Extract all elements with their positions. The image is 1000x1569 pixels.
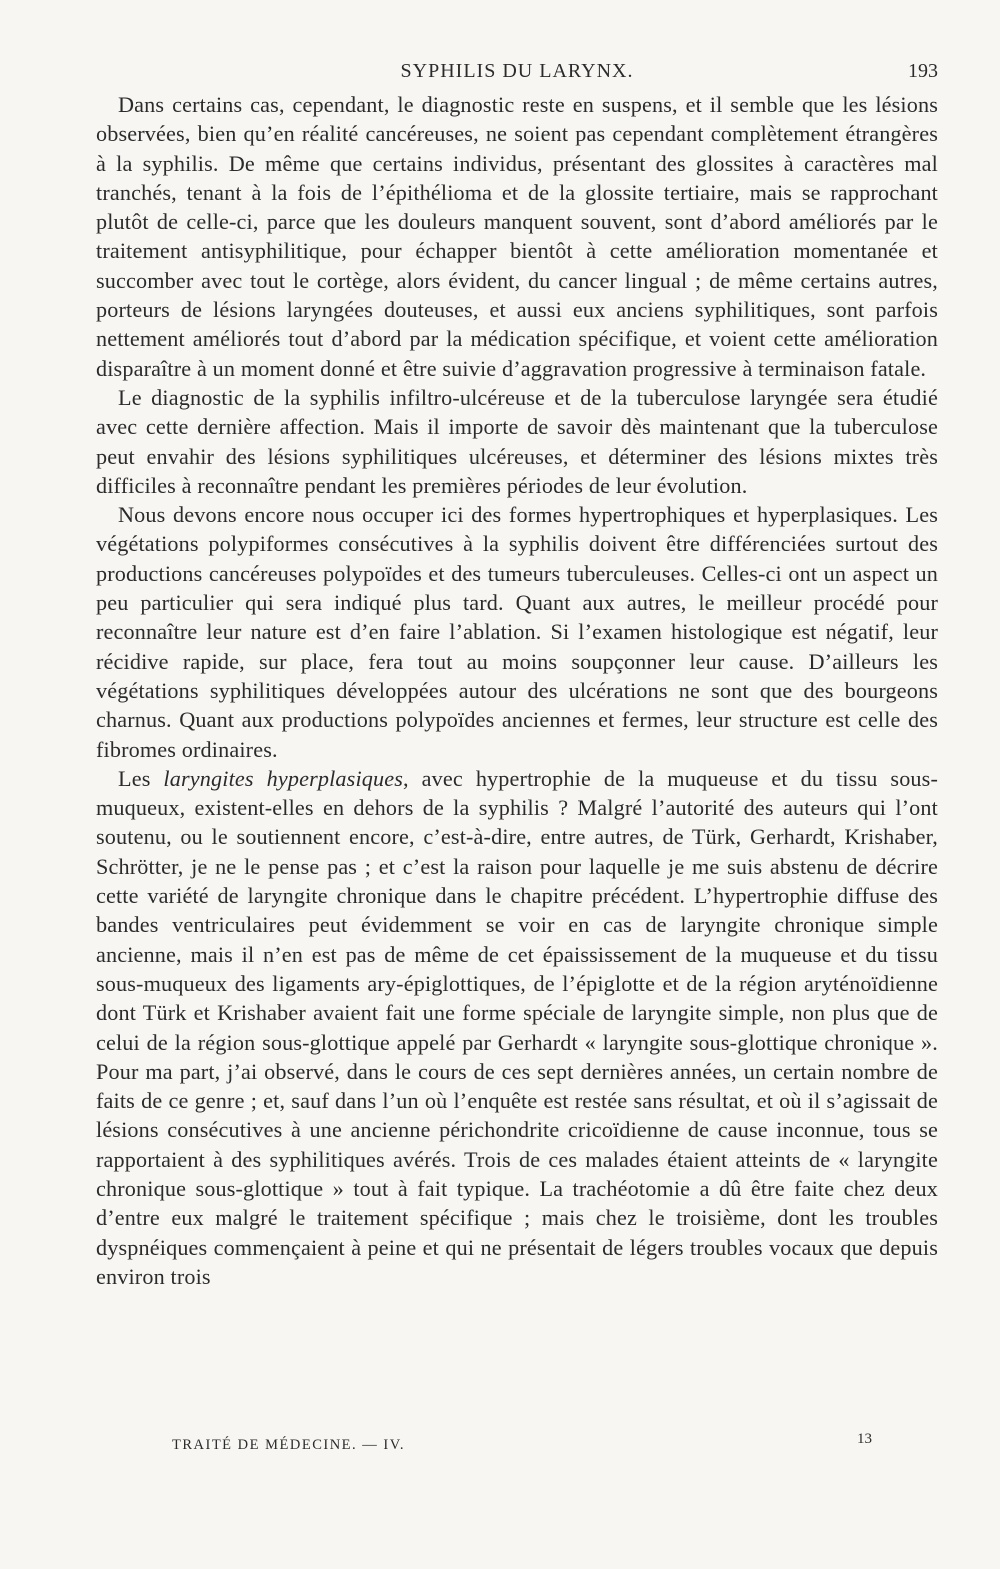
paragraph-1: Dans certains cas, cependant, le diagnostic reste en suspens, et il semble que les lésions observées, bien qu’en réalité cancéreuses, ne soient pas cependant complètement étrangères à la syphilis. De même que certains individus, présentant des glossites à caractères mal tranchés, tenant à la fois de l’épithélioma et de la glossite tertiaire, mais se rapprochant plutôt de celle-ci, parce que les douleurs manquent souvent, sont d’abord améliorés par le traitement antisyphilitique, pour échapper bientôt à cette amélioration momentanée et succomber avec tout le cortège, alors évident, du cancer lingual ; de même certains autres, porteurs de lésions laryngées douteuses, et aussi eux anciens syphilitiques, sont parfois nettement améliorés tout d’abord par la médication spécifique, et voient cette amélioration disparaître à un moment donné et être suivie d’aggravation progressive à terminaison fatale. [96, 92, 938, 381]
page-footer [96, 1432, 938, 1458]
paragraph-4-intro: Les [118, 765, 164, 791]
body-text [96, 90, 938, 1291]
footer-signature: TRAITÉ DE MÉDECINE. — IV. [172, 1437, 405, 1453]
paragraph-3: Nous devons encore nous occuper ici des formes hypertrophiques et hyperplasiques. Les végétations polypiformes consécutives à la syphilis doivent être différenciées surtout des productions cancéreuses polypoïdes et des tumeurs tuberculeuses. Celles-ci ont un aspect un peu particulier qui sera indiqué plus tard. Quant aux autres, le meilleur procédé pour reconnaître leur nature est d’en faire l’ablation. Si l’examen histologique est négatif, leur récidive rapide, sur place, fera tout au moins soupçonner leur cause. D’ailleurs les végétations syphilitiques développées autour des ulcérations ne sont que des bourgeons charnus. Quant aux productions polypoïdes anciennes et fermes, leur structure est celle des fibromes ordinaires. [96, 502, 938, 762]
italic-term: laryngites hyperplasiques [163, 765, 404, 791]
running-title: SYPHILIS DU LARYNX. [400, 60, 634, 82]
paragraph-4-text: , avec hypertrophie de la muqueuse et du tissu sous-muqueux, existent-elles en dehors de la syphilis ? Malgré l’autorité des auteurs qui l’ont soutenu, ou le soutiennent encore, c’est-à-dire, entre autres, de Türk, Gerhardt, Krishaber, Schrötter, je ne le pense pas ; et c’est la raison pour laquelle je me suis abstenu de décrire cette variété de laryngite chronique dans le chapitre précédent. L’hypertrophie diffuse des bandes ventriculaires peut évidemment se voir en cas de laryngite chronique simple ancienne, mais il n’en est pas de même de cet épaississement de la muqueuse et du tissu sous-muqueux des ligaments ary-épiglottiques, de l’épiglotte et de la région aryténoïdienne dont Türk et Krishaber avaient fait une forme spéciale de laryngite simple, non plus que de celui de la région sous-glottique appelé par Gerhardt « laryngite sous-glottique chronique ». Pour ma part, j’ai observé, dans le cours de ces sept dernières années, un certain nombre de faits de ce genre ; et, sauf dans l’un où l’enquête est restée sans résultat, et où il s’agissait de lésions consécutives à une ancienne périchondrite cricoïdienne de cause inconnue, tous se rapportaient à des syphilitiques avérés. Trois de ces malades étaient atteints de « laryngite chronique sous-glottique » tout à fait typique. La trachéotomie a dû être faite chez deux d’entre eux malgré le traitement spécifique ; mais chez le troisième, dont les troubles dyspnéiques commençaient à peine et qui ne présentait de légers troubles vocaux que depuis environ trois [96, 765, 939, 1289]
paragraph-2: Le diagnostic de la syphilis infiltro-ulcéreuse et de la tuberculose laryngée sera étudié avec cette dernière affection. Mais il importe de savoir dès maintenant que la tuberculose peut envahir des lésions syphilitiques ulcéreuses, et déterminer des lésions mixtes très difficiles à reconnaître pendant les premières périodes de leur évolution. [96, 384, 938, 498]
running-head [96, 56, 938, 86]
page-number: 193 [908, 60, 938, 82]
paragraph-4 [96, 764, 938, 1291]
sheet-number: 13 [857, 1431, 872, 1447]
